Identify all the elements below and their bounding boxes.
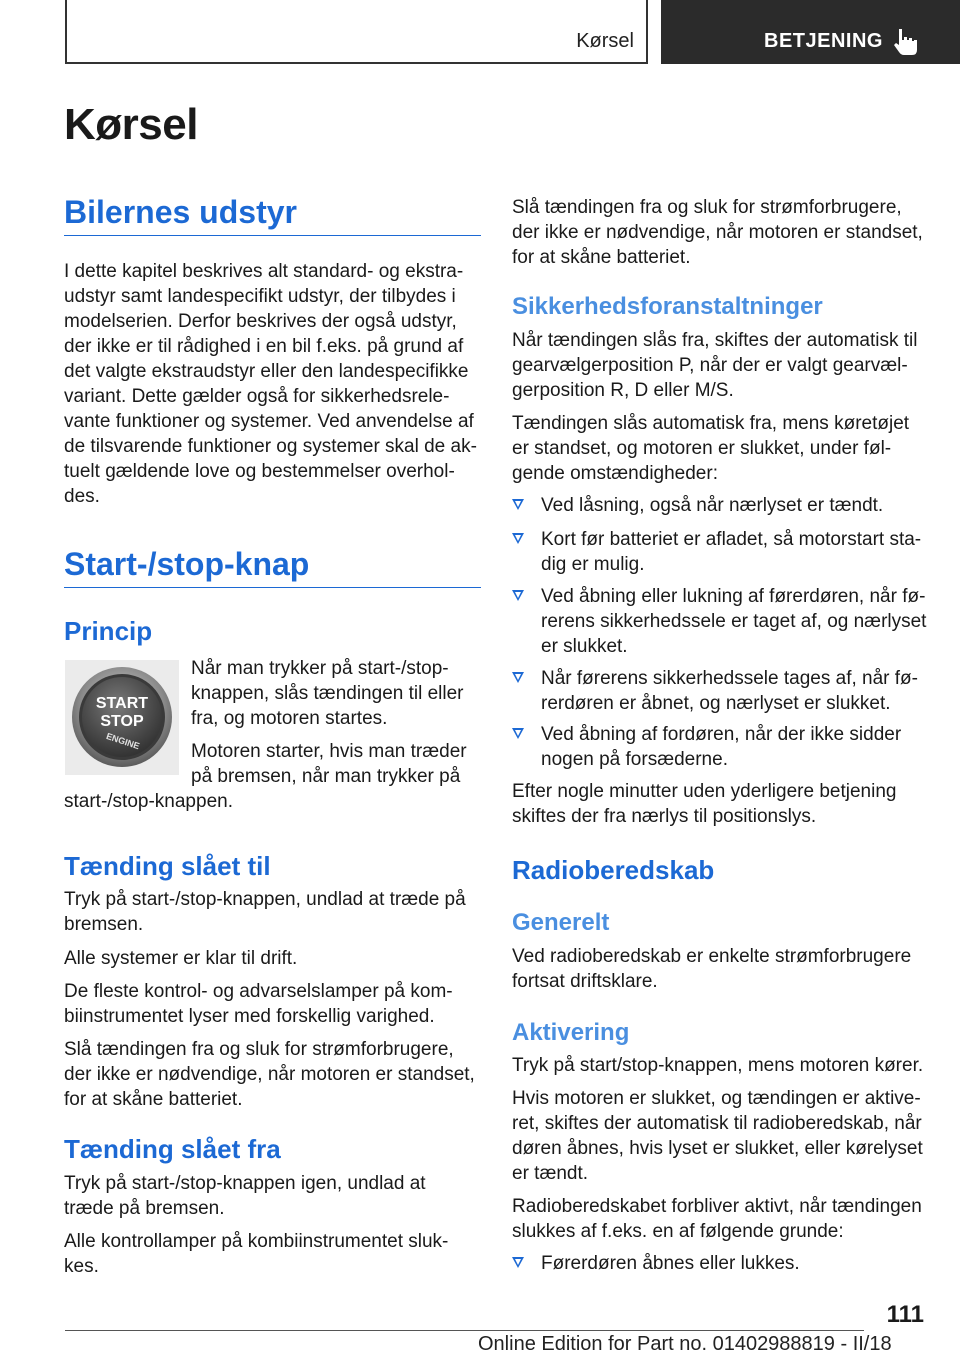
triangle-bullet-icon: [512, 533, 524, 544]
heading-radioberedskab: Radioberedskab: [512, 855, 715, 885]
start-stop-button-image: [65, 660, 179, 775]
heading-sikkerhed: Sikkerhedsforanstaltninger: [512, 293, 823, 320]
footer-rule: [65, 1330, 864, 1331]
heading-taending-fra: Tænding slået fra: [64, 1134, 281, 1164]
header-chapter-tab: [661, 0, 960, 64]
hand-pointer-icon: [893, 28, 919, 56]
list-item: Ved åbning eller lukning af førerdøren, når fø- rerens sikkerhedssele er taget af, og nærlyset er slukket.: [512, 584, 960, 659]
para-fra-1: Tryk på start-/stop-knappen igen, undlad at træde på bremsen.: [64, 1173, 426, 1219]
para-akt-3: Radioberedskabet forbliver aktivt, når tændingen slukkes af f.eks. en af følgende grunde:: [512, 1196, 922, 1242]
para-cont: Slå tændingen fra og sluk for strømforbrugere, der ikke er nødvendige, når motoren er standset, for at skåne batteriet.: [512, 197, 923, 268]
para-princip-2: Motoren starter, hvis man træder på bremsen, når man trykker på: [191, 741, 467, 787]
page-title: Kørsel: [64, 100, 198, 149]
list-item: Når førerens sikkerhedssele tages af, når fø- rerdøren er åbnet, og nærlyset er slukket.: [512, 666, 960, 716]
triangle-bullet-icon: [512, 1257, 524, 1268]
para-til-3: De fleste kontrol- og advarselslamper på kom- biinstrumentet lyser med forskellig varighed.: [64, 981, 453, 1027]
para-sikker-1: Når tændingen slås fra, skiftes der automatisk til gearvælgerposition P, når der er valgt gearvæl- gerposition R, D eller M/S.: [512, 330, 918, 401]
para-efter: Efter nogle minutter uden yderligere betjening skiftes der fra nærlys til positionslys.: [512, 781, 897, 827]
para-sikker-2: Tændingen slås automatisk fra, mens køretøjet er standset, og motoren er slukket, under føl- gende omstændigheder:: [512, 413, 910, 484]
list-item: Kort før batteriet er afladet, så motorstart sta- dig er mulig.: [512, 527, 960, 577]
para-bilernes: I dette kapitel beskrives alt standard- og ekstra- udstyr samt landespecifikt udstyr, der tilbydes i modelserien. Derfor beskrives der også udstyr, der ikke er til rådighed i en bil f.eks. på grund af det valgte ekstraudstyr eller den landespecifikke variant. Dette gælder også for sikkerhedsrele- vante funktioner og systemer. Ved anvendelse af de tilsvarende funktioner og systemer skal de ak- tuelt gældende love og bestemmelser overhol- des.: [64, 261, 477, 507]
footer-edition: Online Edition for Part no. 01402988819 - II/18: [478, 1333, 892, 1355]
heading-taending-til: Tænding slået til: [64, 851, 271, 881]
list-item: Ved åbning af fordøren, når der ikke sidder nogen på forsæderne.: [512, 722, 960, 772]
triangle-bullet-icon: [512, 672, 524, 683]
heading-rule: [64, 235, 481, 236]
list-item: Førerdøren åbnes eller lukkes.: [512, 1251, 960, 1276]
button-label-start: START: [95, 695, 149, 712]
heading-aktivering: Aktivering: [512, 1019, 630, 1046]
heading-princip: Princip: [64, 616, 153, 646]
start-stop-engine-icon: [65, 660, 179, 775]
header-section-tab: [65, 0, 648, 64]
para-til-4: Slå tændingen fra og sluk for strømforbrugere, der ikke er nødvendige, når motoren er standset, for at skåne batteriet.: [64, 1039, 475, 1110]
triangle-bullet-icon: [512, 590, 524, 601]
para-til-2: Alle systemer er klar til drift.: [64, 948, 298, 969]
list-item: Ved låsning, også når nærlyset er tændt.: [512, 493, 960, 518]
para-fra-2: Alle kontrollamper på kombiinstrumentet sluk- kes.: [64, 1231, 449, 1277]
para-til-1: Tryk på start-/stop-knappen, undlad at træde på bremsen.: [64, 889, 466, 935]
button-label-stop: STOP: [100, 713, 144, 730]
header-section-label: Kørsel: [576, 30, 634, 52]
page-number: 111: [886, 1301, 924, 1328]
triangle-bullet-icon: [512, 728, 524, 739]
para-princip-1: Når man trykker på start-/stop- knappen, slås tændingen til eller fra, og motoren startes.: [191, 658, 464, 729]
button-label-engine: ENGINE: [104, 731, 141, 752]
para-princip-2b: start-/stop-knappen.: [64, 791, 233, 812]
heading-rule: [64, 587, 481, 588]
para-akt-1: Tryk på start/stop-knappen, mens motoren kører.: [512, 1055, 924, 1076]
para-akt-2: Hvis motoren er slukket, og tændingen er aktive- ret, skiftes der automatisk til radioberedskab, når døren åbnes, hvis lyset er slukket, eller kørelyset er tændt.: [512, 1088, 923, 1184]
para-generelt: Ved radioberedskab er enkelte strømforbrugere fortsat driftsklare.: [512, 946, 912, 992]
heading-start-stop-knap: Start-/stop-knap: [64, 546, 310, 582]
heading-generelt: Generelt: [512, 909, 610, 936]
triangle-bullet-icon: [512, 499, 524, 510]
heading-bilernes-udstyr: Bilernes udstyr: [64, 194, 297, 230]
header-chapter-label: BETJENING: [764, 30, 883, 52]
